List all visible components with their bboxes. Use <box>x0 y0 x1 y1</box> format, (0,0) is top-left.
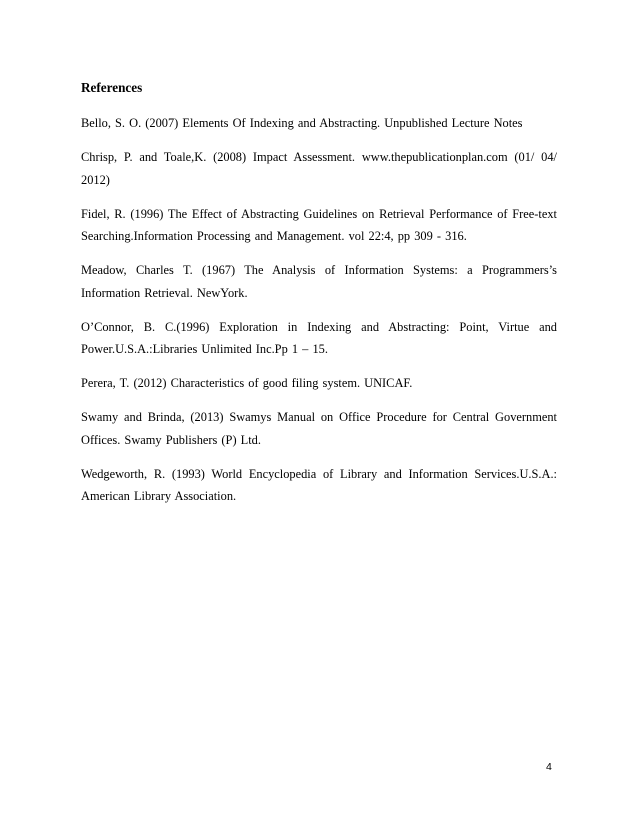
reference-item: Chrisp, P. and Toale,K. (2008) Impact Assessment. www.thepublicationplan.com (01/ 04/ 2012) <box>81 150 557 187</box>
reference-item: Swamy and Brinda, (2013) Swamys Manual on Office Procedure for Central Government Offices. Swamy Publishers (P) Ltd. <box>81 410 557 447</box>
reference-item: Bello, S. O. (2007) Elements Of Indexing and Abstracting. Unpublished Lecture Notes <box>81 116 523 130</box>
reference-item: Wedgeworth, R. (1993) World Encyclopedia of Library and Information Services.U.S.A.: American Library Association. <box>81 466 557 503</box>
page-number: 4 <box>546 761 552 773</box>
reference-item: Fidel, R. (1996) The Effect of Abstracting Guidelines on Retrieval Performance of Free-text Searching.Information Processing and Management. vol 22:4, pp 309 - 316. <box>81 206 557 243</box>
reference-item: Meadow, Charles T. (1967) The Analysis of Information Systems: a Programmers’s Information Retrieval. NewYork. <box>81 263 557 300</box>
references-list <box>81 112 557 519</box>
reference-item: Perera, T. (2012) Characteristics of good filing system. UNICAF. <box>81 376 413 390</box>
reference-item: O’Connor, B. C.(1996) Exploration in Indexing and Abstracting: Point, Virtue and Power.U.S.A.:Libraries Unlimited Inc.Pp 1 – 15. <box>81 319 557 356</box>
references-heading: References <box>81 80 143 95</box>
